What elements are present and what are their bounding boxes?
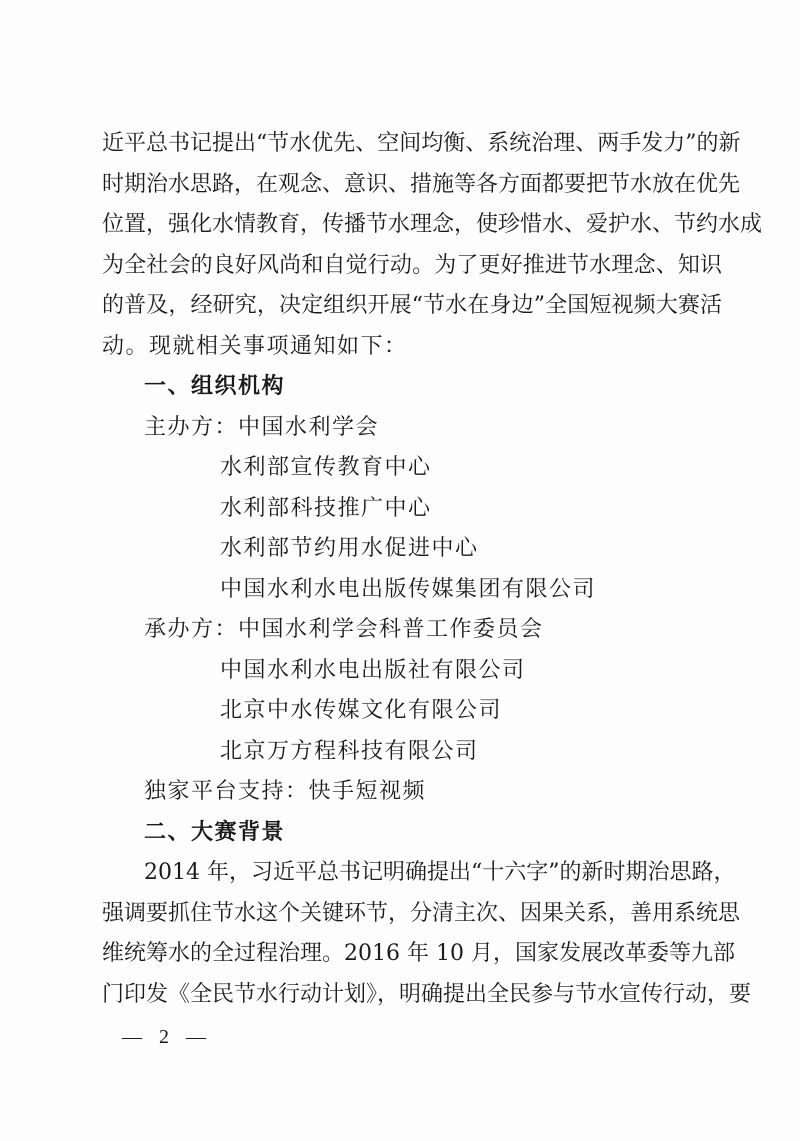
section-heading-background: 二、大赛背景 — [144, 819, 286, 845]
paragraph-line: 强调要抓住节水这个关键环节，分清主次、因果关系，善用系统思 — [102, 900, 741, 926]
paragraph-line: 2014 年，习近平总书记明确提出“十六字”的新时期治思路， — [144, 860, 736, 885]
section-heading-organization: 一、组织机构 — [144, 374, 286, 399]
host-item: 水利部节约用水促进中心 — [220, 536, 479, 561]
host-item: 水利部科技推广中心 — [220, 495, 432, 521]
paragraph-line: 时期治水思路，在观念、意识、措施等各方面都要把节水放在优先 — [102, 171, 741, 197]
platform-support-line: 独家平台支持：快手短视频 — [144, 779, 427, 804]
organizer-item: 北京中水传媒文化有限公司 — [220, 698, 503, 723]
host-item: 中国水利水电出版传媒集团有限公司 — [220, 576, 597, 602]
organizer-label-line: 承办方：中国水利学会科普工作委员会 — [144, 617, 544, 642]
document-body — [102, 124, 763, 1015]
paragraph-line: 动。现就相关事项通知如下： — [102, 333, 408, 359]
host-item: 水利部宣传教育中心 — [220, 455, 432, 480]
paragraph-line: 门印发《全民节水行动计划》，明确提出全民参与节水宣传行动，要 — [102, 981, 752, 1007]
paragraph-line: 位置，强化水情教育，传播节水理念，使珍惜水、爱护水、节约水成 — [102, 212, 763, 237]
organizer-item: 北京万方程科技有限公司 — [220, 738, 479, 764]
page-number: — 2 — — [122, 1026, 212, 1048]
paragraph-line: 为全社会的良好风尚和自觉行动。为了更好推进节水理念、知识 — [102, 252, 722, 278]
host-label-line: 主办方：中国水利学会 — [144, 414, 380, 440]
paragraph-line: 的普及，经研究，决定组织开展“节水在身边”全国短视频大赛活 — [102, 293, 722, 318]
paragraph-line: 近平总书记提出“节水优先、空间均衡、系统治理、两手发力”的新 — [102, 131, 741, 156]
organizer-item: 中国水利水电出版社有限公司 — [220, 657, 526, 683]
paragraph-line: 维统筹水的全过程治理。2016 年 10 月，国家发展改革委等九部 — [102, 941, 735, 966]
